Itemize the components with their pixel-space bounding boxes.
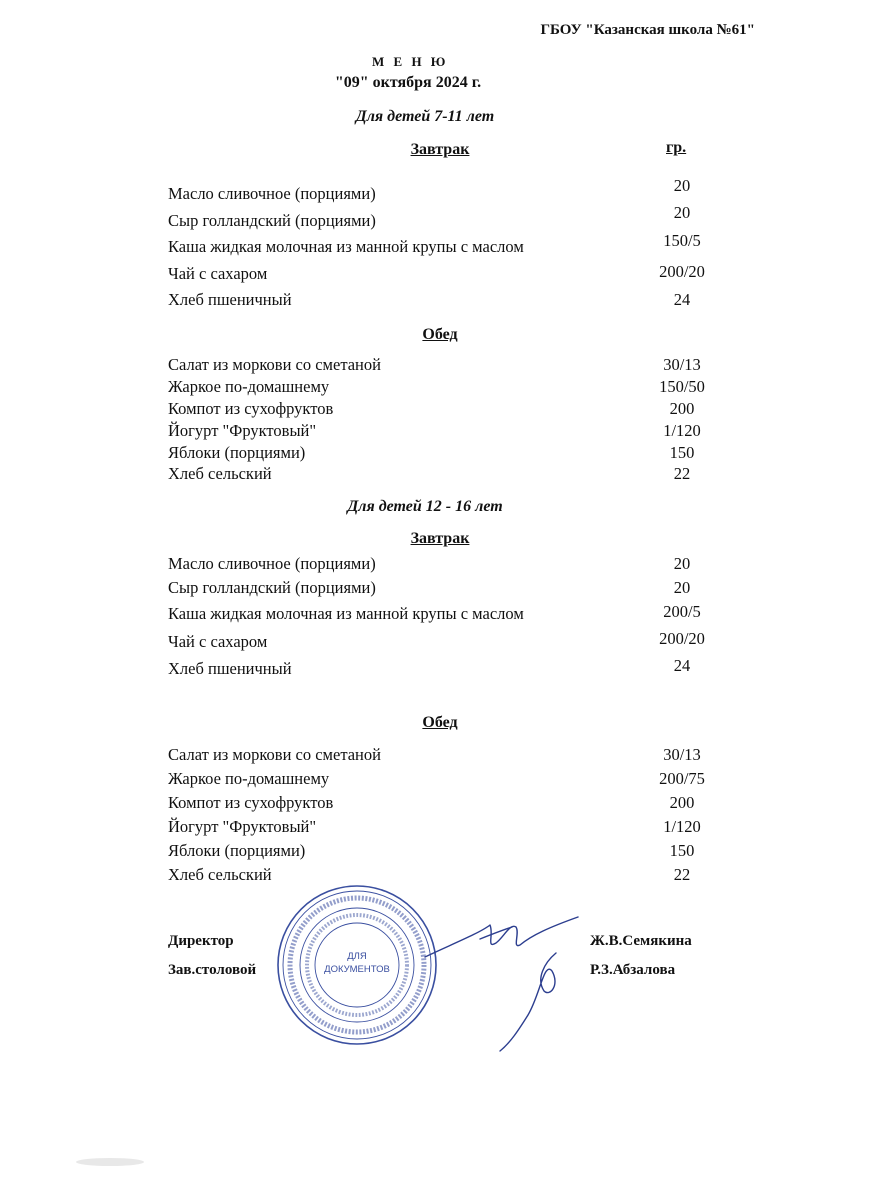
list-item: Чай с сахаром (168, 632, 268, 651)
list-item: Каша жидкая молочная из манной крупы с маслом (168, 237, 524, 256)
list-item: Масло сливочное (порциями) (168, 184, 376, 203)
portion-value: 200/20 (659, 629, 705, 648)
list-item: Салат из моркови со сметаной (168, 355, 381, 374)
scan-smudge (70, 1150, 160, 1174)
list-item: Салат из моркови со сметаной (168, 745, 381, 764)
list-item: Хлеб пшеничный (168, 290, 292, 309)
breakfast-title-group2: Завтрак (410, 530, 470, 547)
organization-name: ГБОУ "Казанская школа №61" (540, 22, 755, 38)
list-item: Масло сливочное (порциями) (168, 554, 376, 573)
official-stamp (276, 884, 438, 1046)
list-item: Чай с сахаром (168, 264, 268, 283)
portion-value: 200 (669, 793, 695, 812)
list-item: Хлеб сельский (168, 865, 272, 884)
portion-value: 200/75 (659, 769, 705, 788)
stamp-text-line2: ДОКУМЕНТОВ (324, 964, 390, 975)
portion-value: 150/5 (663, 231, 701, 250)
portion-value: 1/120 (663, 421, 701, 440)
portion-value: 20 (673, 203, 691, 222)
portion-value: 200/20 (659, 262, 705, 281)
list-item: Каша жидкая молочная из манной крупы с маслом (168, 604, 524, 623)
director-name: Ж.В.Семякина (590, 933, 692, 949)
list-item: Сыр голландский (порциями) (168, 578, 376, 597)
lunch-title-group1: Обед (422, 326, 458, 343)
list-item: Хлеб пшеничный (168, 659, 292, 678)
portion-value: 24 (673, 290, 691, 309)
portion-value: 20 (673, 176, 691, 195)
portion-value: 1/120 (663, 817, 701, 836)
list-item: Хлеб сельский (168, 464, 272, 483)
list-item: Яблоки (порциями) (168, 841, 306, 860)
portion-value: 200/5 (663, 602, 701, 621)
list-item: Жаркое по-домашнему (168, 769, 330, 788)
portion-value: 150/50 (659, 377, 705, 396)
portion-value: 150 (669, 841, 695, 860)
menu-title: М Е Н Ю (372, 54, 449, 69)
age-group-12-16-title: Для детей 12 - 16 лет (347, 498, 503, 515)
portion-value: 30/13 (663, 745, 701, 764)
handwritten-signatures (420, 905, 600, 1055)
list-item: Яблоки (порциями) (168, 443, 306, 462)
list-item: Йогурт "Фруктовый" (168, 421, 317, 440)
unit-label: гр. (666, 139, 687, 156)
list-item: Сыр голландский (порциями) (168, 211, 376, 230)
portion-value: 150 (669, 443, 695, 462)
portion-value: 24 (673, 656, 691, 675)
breakfast-title-group1: Завтрак (410, 141, 470, 158)
portion-value: 30/13 (663, 355, 701, 374)
portion-value: 22 (673, 865, 691, 884)
canteen-manager-name: Р.З.Абзалова (590, 962, 676, 978)
list-item: Жаркое по-домашнему (168, 377, 330, 396)
portion-value: 22 (673, 464, 691, 483)
age-group-7-11-title: Для детей 7-11 лет (355, 108, 495, 125)
portion-value: 20 (673, 578, 691, 597)
list-item: Йогурт "Фруктовый" (168, 817, 317, 836)
menu-date: "09" октября 2024 г. (334, 74, 482, 91)
portion-value: 200 (669, 399, 695, 418)
list-item: Компот из сухофруктов (168, 793, 334, 812)
stamp-text-line1: ДЛЯ (347, 951, 367, 962)
lunch-title-group2: Обед (422, 714, 458, 731)
director-role: Директор (168, 933, 234, 949)
list-item: Компот из сухофруктов (168, 399, 334, 418)
portion-value: 20 (673, 554, 691, 573)
canteen-manager-role: Зав.столовой (168, 962, 257, 978)
